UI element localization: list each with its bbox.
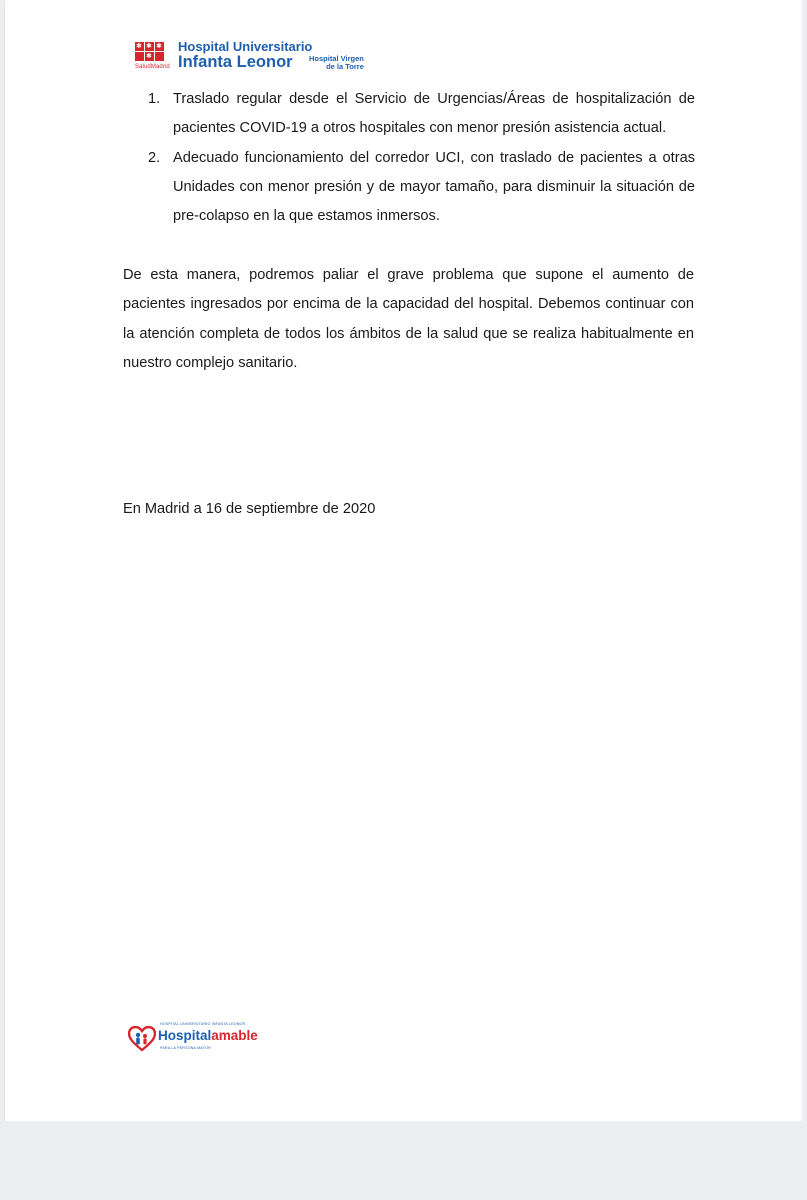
madrid-flag-icon: ✱ ✱ ✱ ✱ (135, 42, 175, 66)
list-item-number: 2. (148, 149, 161, 166)
list-item (123, 85, 695, 144)
hospital-name-line2: Infanta Leonor (178, 53, 293, 71)
hospital-secondary-line1: Hospital Virgen (309, 54, 364, 63)
wordmark-part-hospital: Hospital (158, 1028, 212, 1043)
hospital-secondary-name (309, 55, 364, 71)
hospital-amable-wordmark (158, 1028, 258, 1044)
date-place-line: En Madrid a 16 de septiembre de 2020 (123, 501, 376, 517)
wordmark-part-amable: amable (211, 1028, 258, 1043)
hospital-name-line1: Hospital Universitario (178, 39, 313, 54)
list-item-text: Traslado regular desde el Servicio de Urgencias/Áreas de hospitalización de pacientes COVID-19 a otros hospitales con menor presión asistencia actual. (173, 91, 695, 137)
measures-list (123, 85, 695, 231)
heart-icon (128, 1026, 156, 1052)
list-item (123, 144, 695, 232)
document-page (5, 0, 803, 1121)
list-item-number: 1. (148, 91, 161, 107)
footer-bottom-tagline: PARA LA PERSONA MAYOR (160, 1046, 211, 1050)
salud-madrid-label: SaludMadrid (135, 64, 170, 70)
page-edge-shadow (801, 0, 807, 1121)
footer-top-tagline: HOSPITAL UNIVERSITARIO INFANTA LEONOR (160, 1022, 246, 1026)
hospital-logo (135, 40, 375, 74)
body-paragraph: De esta manera, podremos paliar el grave problema que supone el aumento de pacientes ingresados por encima de la capacidad del hospital. Debemos continuar con la atención completa de todos los ámbitos de la salud que se realiza habitualmente en nuestro complejo sanitario. (123, 267, 694, 371)
list-item-text: Adecuado funcionamiento del corredor UCI, con traslado de pacientes a otras Unidades con menor presión y de mayor tamaño, para disminuir la situación de pre-colapso en la que estamos inmersos. (173, 149, 695, 225)
viewer-background (0, 1121, 807, 1200)
hospital-amable-logo (128, 1022, 268, 1058)
hospital-secondary-line2: de la Torre (326, 62, 364, 71)
